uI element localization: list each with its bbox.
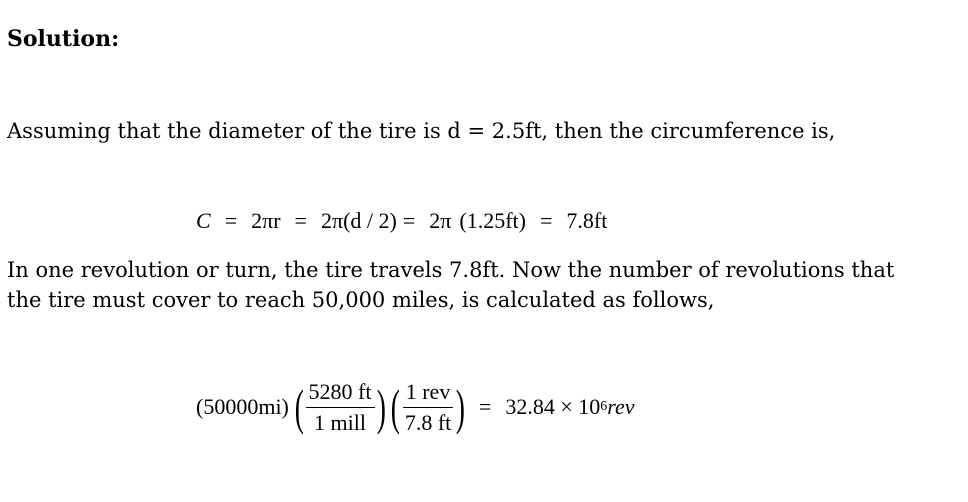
- eq2-result-coefficient: 32.84 × 10: [505, 394, 601, 419]
- eq1-equals-4: =: [539, 208, 553, 233]
- fraction-feet-per-mile: [306, 377, 375, 438]
- left-paren: (: [294, 379, 304, 435]
- fraction-rev-per-feet: [402, 377, 454, 438]
- left-paren: (: [390, 379, 401, 435]
- frac2-numerator: 1 rev: [403, 377, 454, 408]
- right-paren: ): [456, 379, 466, 435]
- eq2-equals: =: [478, 394, 492, 419]
- paragraph2-line2: the tire must cover to reach 50,000 miles, is calculated as follows,: [7, 288, 715, 312]
- eq2-distance: (50000mi): [196, 394, 289, 419]
- paragraph-circumference-intro: Assuming that the diameter of the tire is d = 2.5ft, then the circumference is,: [7, 119, 836, 143]
- eq1-two-pi-r: 2πr: [251, 208, 281, 233]
- circumference-equation: [196, 208, 607, 234]
- frac1-denominator: 1 mill: [314, 409, 366, 435]
- frac1-numerator: 5280 ft: [306, 377, 375, 408]
- eq1-equals-3: =: [402, 208, 416, 233]
- paragraph-revolutions-intro: [7, 255, 894, 315]
- eq1-equals-1: =: [224, 208, 238, 233]
- eq1-result: 7.8ft: [566, 208, 608, 233]
- eq1-radius-value: (1.25ft): [459, 208, 526, 233]
- paragraph2-line1: In one revolution or turn, the tire travels 7.8ft. Now the number of revolutions that: [7, 258, 895, 282]
- solution-heading: Solution:: [7, 26, 120, 52]
- eq1-two-pi: 2π: [429, 208, 452, 233]
- right-paren: ): [376, 379, 386, 435]
- eq1-equals-2: =: [294, 208, 307, 233]
- eq1-two-pi-d-over-2: 2π(d / 2): [320, 208, 397, 233]
- eq2-result-unit: rev: [607, 394, 635, 419]
- eq2-result-exponent: 6: [600, 399, 608, 414]
- frac2-denominator: 7.8 ft: [404, 409, 452, 435]
- revolutions-equation: [196, 372, 635, 442]
- eq1-c: C: [196, 208, 211, 233]
